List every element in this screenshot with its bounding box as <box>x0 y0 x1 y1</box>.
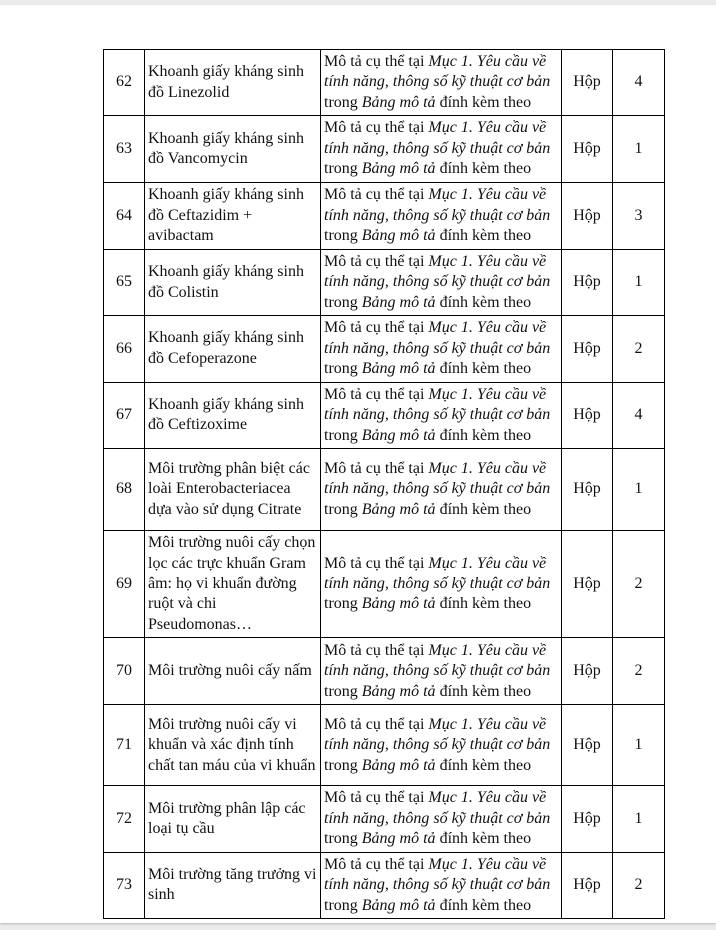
description-italic-2: Bảng mô tả <box>361 896 436 914</box>
item-name: Khoanh giấy kháng sinh đồ Ceftazidim + avibactam <box>145 182 321 249</box>
description-lead: Mô tả cụ thể tại <box>324 715 429 733</box>
row-number: 66 <box>104 316 145 382</box>
document-page <box>0 5 716 923</box>
item-name: Môi trường nuôi cấy nấm <box>145 638 321 705</box>
description-italic-1: Mục 1. Yêu cầu về tính năng, thông số kỹ thuật cơ bản <box>324 715 551 754</box>
row-number: 73 <box>104 852 145 918</box>
item-qty: 4 <box>613 50 665 116</box>
item-unit: Hộp <box>562 382 613 448</box>
description-mid: trong <box>324 160 362 178</box>
item-description <box>321 382 562 448</box>
description-italic-1: Mục 1. Yêu cầu về tính năng, thông số kỹ thuật cơ bản <box>324 855 551 894</box>
table-row <box>104 449 665 531</box>
description-tail: đính kèm theo <box>435 160 532 178</box>
item-unit: Hộp <box>562 449 613 531</box>
description-tail: đính kèm theo <box>435 830 532 848</box>
description-tail: đính kèm theo <box>435 93 532 111</box>
description-italic-1: Mục 1. Yêu cầu về tính năng, thông số kỹ thuật cơ bản <box>324 459 551 498</box>
item-qty: 2 <box>613 316 665 382</box>
item-unit: Hộp <box>562 116 613 182</box>
item-name: Khoanh giấy kháng sinh đồ Cefoperazone <box>145 316 321 382</box>
table-row <box>104 249 665 315</box>
description-mid: trong <box>324 830 362 848</box>
item-description <box>321 249 562 315</box>
description-lead: Mô tả cụ thể tại <box>324 53 429 70</box>
table-body <box>104 50 665 919</box>
description-lead: Mô tả cụ thể tại <box>324 119 429 137</box>
row-number: 63 <box>104 116 145 182</box>
description-italic-1: Mục 1. Yêu cầu về tính năng, thông số kỹ thuật cơ bản <box>324 53 551 91</box>
description-italic-1: Mục 1. Yêu cầu về tính năng, thông số kỹ thuật cơ bản <box>324 252 551 291</box>
item-unit: Hộp <box>562 638 613 705</box>
description-mid: trong <box>324 595 362 613</box>
item-qty: 2 <box>613 531 665 638</box>
row-number: 72 <box>104 786 145 852</box>
description-italic-2: Bảng mô tả <box>361 293 436 311</box>
description-mid: trong <box>324 682 362 700</box>
item-qty: 2 <box>613 638 665 705</box>
table-row <box>104 531 665 638</box>
description-mid: trong <box>324 756 362 774</box>
table-row <box>104 182 665 249</box>
item-unit: Hộp <box>562 531 613 638</box>
description-italic-2: Bảng mô tả <box>361 756 436 774</box>
row-number: 67 <box>104 382 145 448</box>
table-row <box>104 382 665 448</box>
item-unit: Hộp <box>562 50 613 116</box>
description-italic-2: Bảng mô tả <box>361 360 436 378</box>
description-italic-2: Bảng mô tả <box>361 500 436 518</box>
item-qty: 1 <box>613 786 665 852</box>
description-tail: đính kèm theo <box>435 500 532 518</box>
description-mid: trong <box>324 500 362 518</box>
description-italic-2: Bảng mô tả <box>361 426 436 444</box>
description-lead: Mô tả cụ thể tại <box>324 641 429 659</box>
description-mid: trong <box>324 93 362 111</box>
description-mid: trong <box>324 227 362 245</box>
row-number: 71 <box>104 705 145 786</box>
item-qty: 2 <box>613 852 665 918</box>
item-qty: 1 <box>613 249 665 315</box>
row-number: 69 <box>104 531 145 638</box>
description-tail: đính kèm theo <box>435 682 532 700</box>
description-mid: trong <box>324 426 362 444</box>
description-lead: Mô tả cụ thể tại <box>324 855 429 873</box>
description-italic-2: Bảng mô tả <box>361 227 436 245</box>
description-tail: đính kèm theo <box>435 896 532 914</box>
description-tail: đính kèm theo <box>435 426 532 444</box>
item-name: Môi trường phân biệt các loài Enterobacteriacea dựa vào sử dụng Citrate <box>145 449 321 531</box>
description-lead: Mô tả cụ thể tại <box>324 319 429 337</box>
item-name: Môi trường phân lập các loại tụ cầu <box>145 786 321 852</box>
item-unit: Hộp <box>562 852 613 918</box>
description-tail: đính kèm theo <box>435 227 532 245</box>
item-name: Môi trường nuôi cấy chọn lọc các trực khuẩn Gram âm: họ vi khuẩn đường ruột và chi Pseudomonas… <box>145 531 321 638</box>
table-row <box>104 705 665 786</box>
item-qty: 1 <box>613 705 665 786</box>
row-number: 65 <box>104 249 145 315</box>
description-tail: đính kèm theo <box>435 360 532 378</box>
table-row <box>104 116 665 182</box>
description-lead: Mô tả cụ thể tại <box>324 186 429 204</box>
description-lead: Mô tả cụ thể tại <box>324 789 429 807</box>
item-description <box>321 786 562 852</box>
item-name: Khoanh giấy kháng sinh đồ Linezolid <box>145 50 321 116</box>
description-lead: Mô tả cụ thể tại <box>324 385 429 403</box>
description-italic-2: Bảng mô tả <box>361 93 436 111</box>
item-qty: 4 <box>613 382 665 448</box>
item-qty: 1 <box>613 449 665 531</box>
item-description <box>321 316 562 382</box>
item-name: Khoanh giấy kháng sinh đồ Colistin <box>145 249 321 315</box>
row-number: 70 <box>104 638 145 705</box>
description-italic-2: Bảng mô tả <box>361 160 436 178</box>
description-italic-1: Mục 1. Yêu cầu về tính năng, thông số kỹ thuật cơ bản <box>324 385 551 424</box>
description-mid: trong <box>324 293 362 311</box>
item-unit: Hộp <box>562 705 613 786</box>
description-italic-1: Mục 1. Yêu cầu về tính năng, thông số kỹ thuật cơ bản <box>324 119 551 157</box>
item-unit: Hộp <box>562 182 613 249</box>
item-unit: Hộp <box>562 786 613 852</box>
item-name: Khoanh giấy kháng sinh đồ Vancomycin <box>145 116 321 182</box>
description-lead: Mô tả cụ thể tại <box>324 554 429 572</box>
item-description <box>321 531 562 638</box>
row-number: 68 <box>104 449 145 531</box>
description-italic-1: Mục 1. Yêu cầu về tính năng, thông số kỹ thuật cơ bản <box>324 554 551 592</box>
item-unit: Hộp <box>562 316 613 382</box>
description-tail: đính kèm theo <box>435 756 532 774</box>
item-name: Khoanh giấy kháng sinh đồ Ceftizoxime <box>145 382 321 448</box>
description-italic-2: Bảng mô tả <box>361 830 436 848</box>
description-mid: trong <box>324 360 362 378</box>
description-italic-1: Mục 1. Yêu cầu về tính năng, thông số kỹ thuật cơ bản <box>324 641 551 680</box>
item-description <box>321 116 562 182</box>
description-italic-2: Bảng mô tả <box>361 595 436 613</box>
description-lead: Mô tả cụ thể tại <box>324 459 429 477</box>
item-description <box>321 449 562 531</box>
item-description <box>321 852 562 918</box>
item-name: Môi trường tăng trưởng vi sinh <box>145 852 321 918</box>
item-qty: 1 <box>613 116 665 182</box>
items-table <box>103 49 665 919</box>
description-italic-1: Mục 1. Yêu cầu về tính năng, thông số kỹ thuật cơ bản <box>324 186 551 224</box>
table-row <box>104 50 665 116</box>
description-tail: đính kèm theo <box>435 595 532 613</box>
row-number: 64 <box>104 182 145 249</box>
description-mid: trong <box>324 896 362 914</box>
table-row <box>104 316 665 382</box>
item-description <box>321 50 562 116</box>
item-description <box>321 638 562 705</box>
item-description <box>321 705 562 786</box>
description-tail: đính kèm theo <box>435 293 532 311</box>
table-row <box>104 852 665 918</box>
item-unit: Hộp <box>562 249 613 315</box>
description-italic-1: Mục 1. Yêu cầu về tính năng, thông số kỹ thuật cơ bản <box>324 789 551 827</box>
table-row <box>104 786 665 852</box>
table-row <box>104 638 665 705</box>
item-name: Môi trường nuôi cấy vi khuẩn và xác định tính chất tan máu của vi khuẩn <box>145 705 321 786</box>
description-italic-2: Bảng mô tả <box>361 682 436 700</box>
item-description <box>321 182 562 249</box>
description-italic-1: Mục 1. Yêu cầu về tính năng, thông số kỹ thuật cơ bản <box>324 319 551 357</box>
item-qty: 3 <box>613 182 665 249</box>
description-lead: Mô tả cụ thể tại <box>324 252 429 270</box>
row-number: 62 <box>104 50 145 116</box>
